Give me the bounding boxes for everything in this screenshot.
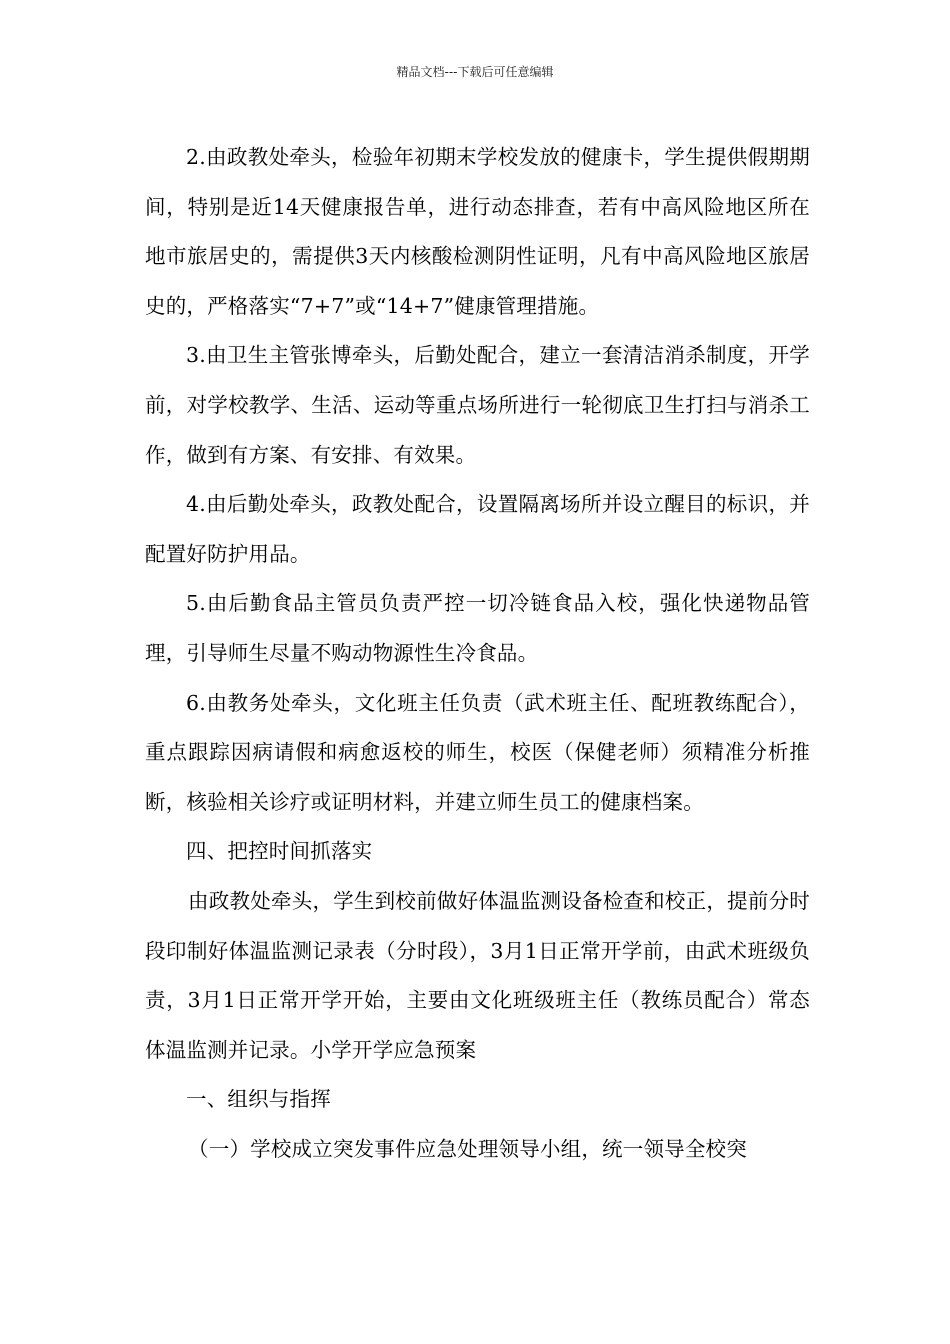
paragraph-item-5: 5.由后勤食品主管员负责严控一切冷链食品入校，强化快递物品管理，引导师生尽量不购动物源性生冷食品。 [145,591,810,665]
paragraph-temperature: 由政教处牵头，学生到校前做好体温监测设备检查和校正，提前分时段印制好体温监测记录表（分时段），3月1日正常开学前，由武术班级负责，3月1日正常开学开始，主要由文化班级班主任（教练员配合）常态体温监测并记录。小学开学应急预案 [145,888,810,1062]
paragraph-item-3: 3.由卫生主管张博牵头，后勤处配合，建立一套清洁消杀制度，开学前，对学校教学、生活、运动等重点场所进行一轮彻底卫生打扫与消杀工作，做到有方案、有安排、有效果。 [145,343,810,467]
section-heading-1: 一、组织与指挥 [186,1087,331,1112]
paragraph-item-2: 2.由政教处牵头，检验年初期末学校发放的健康卡，学生提供假期期间，特别是近14天健康报告单，进行动态排查，若有中高风险地区所在地市旅居史的，需提供3天内核酸检测阴性证明，凡有中高风险地区旅居史的，严格落实“7+7”或“14+7”健康管理措施。 [145,145,810,318]
paragraph-item-6: 6.由教务处牵头，文化班主任负责（武术班主任、配班教练配合），重点跟踪因病请假和病愈返校的师生，校医（保健老师）须精准分析推断，核验相关诊疗或证明材料，并建立师生员工的健康档案。 [145,690,810,814]
paragraph-subsection-1: （一）学校成立突发事件应急处理领导小组，统一领导全校突 [188,1136,747,1161]
page-header: 精品文档---下载后可任意编辑 [396,65,554,79]
section-heading-4: 四、把控时间抓落实 [186,839,373,864]
paragraph-item-4: 4.由后勤处牵头，政教处配合，设置隔离场所并设立醒目的标识，并配置好防护用品。 [145,492,810,566]
document-body [145,133,810,1174]
